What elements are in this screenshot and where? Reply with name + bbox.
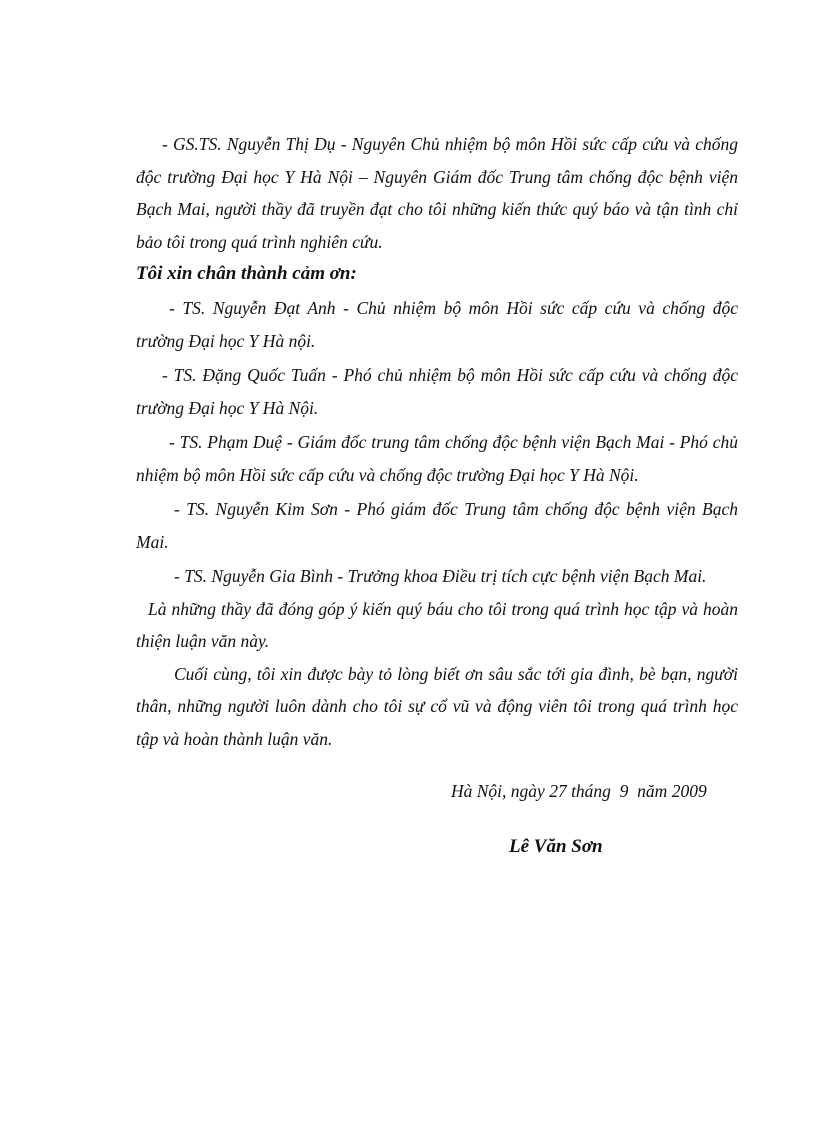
signature-name: Lê Văn Sơn — [509, 836, 603, 857]
paragraph-closing: Cuối cùng, tôi xin được bày tỏ lòng biết ơn sâu sắc tới gia đình, bè bạn, người thân, những người luôn dành cho tôi sự cổ vũ và động viên tôi trong quá trình học tập và hoàn thành luận văn. — [136, 663, 738, 749]
paragraph-thanks-5: - TS. Nguyễn Gia Bình - Trưởng khoa Điều trị tích cực bệnh viện Bạch Mai. — [174, 566, 707, 586]
paragraph-contribution: Là những thầy đã đóng góp ý kiến quý báu cho tôi trong quá trình học tập và hoàn thiện luận văn này. — [136, 598, 738, 651]
signature-date: Hà Nội, ngày 27 tháng 9 năm 2009 — [451, 781, 707, 801]
paragraph-advisor: - GS.TS. Nguyễn Thị Dụ - Nguyên Chủ nhiệm bộ môn Hồi sức cấp cứu và chống độc trường Đại học Y Hà Nội – Nguyên Giám đốc Trung tâm chống độc bệnh viện Bạch Mai, người thầy đã truyền đạt cho tôi những kiến thức quý báo và tận tình chỉ bảo tôi trong quá trình nghiên cứu. — [136, 134, 738, 252]
document-body — [136, 128, 738, 755]
paragraph-thanks-2: - TS. Đặng Quốc Tuấn - Phó chủ nhiệm bộ môn Hồi sức cấp cứu và chống độc trường Đại học Y Hà Nội. — [136, 365, 738, 418]
paragraph-thanks-1: - TS. Nguyễn Đạt Anh - Chủ nhiệm bộ môn Hồi sức cấp cứu và chống độc trường Đại học Y Hà nội. — [136, 298, 738, 351]
thanks-heading: Tôi xin chân thành cảm ơn: — [136, 263, 357, 284]
paragraph-thanks-3: - TS. Phạm Duệ - Giám đốc trung tâm chống độc bệnh viện Bạch Mai - Phó chủ nhiệm bộ môn Hồi sức cấp cứu và chống độc trường Đại học Y Hà Nội. — [136, 432, 738, 485]
paragraph-thanks-4: - TS. Nguyễn Kim Sơn - Phó giám đốc Trung tâm chống độc bệnh viện Bạch Mai. — [136, 499, 738, 552]
